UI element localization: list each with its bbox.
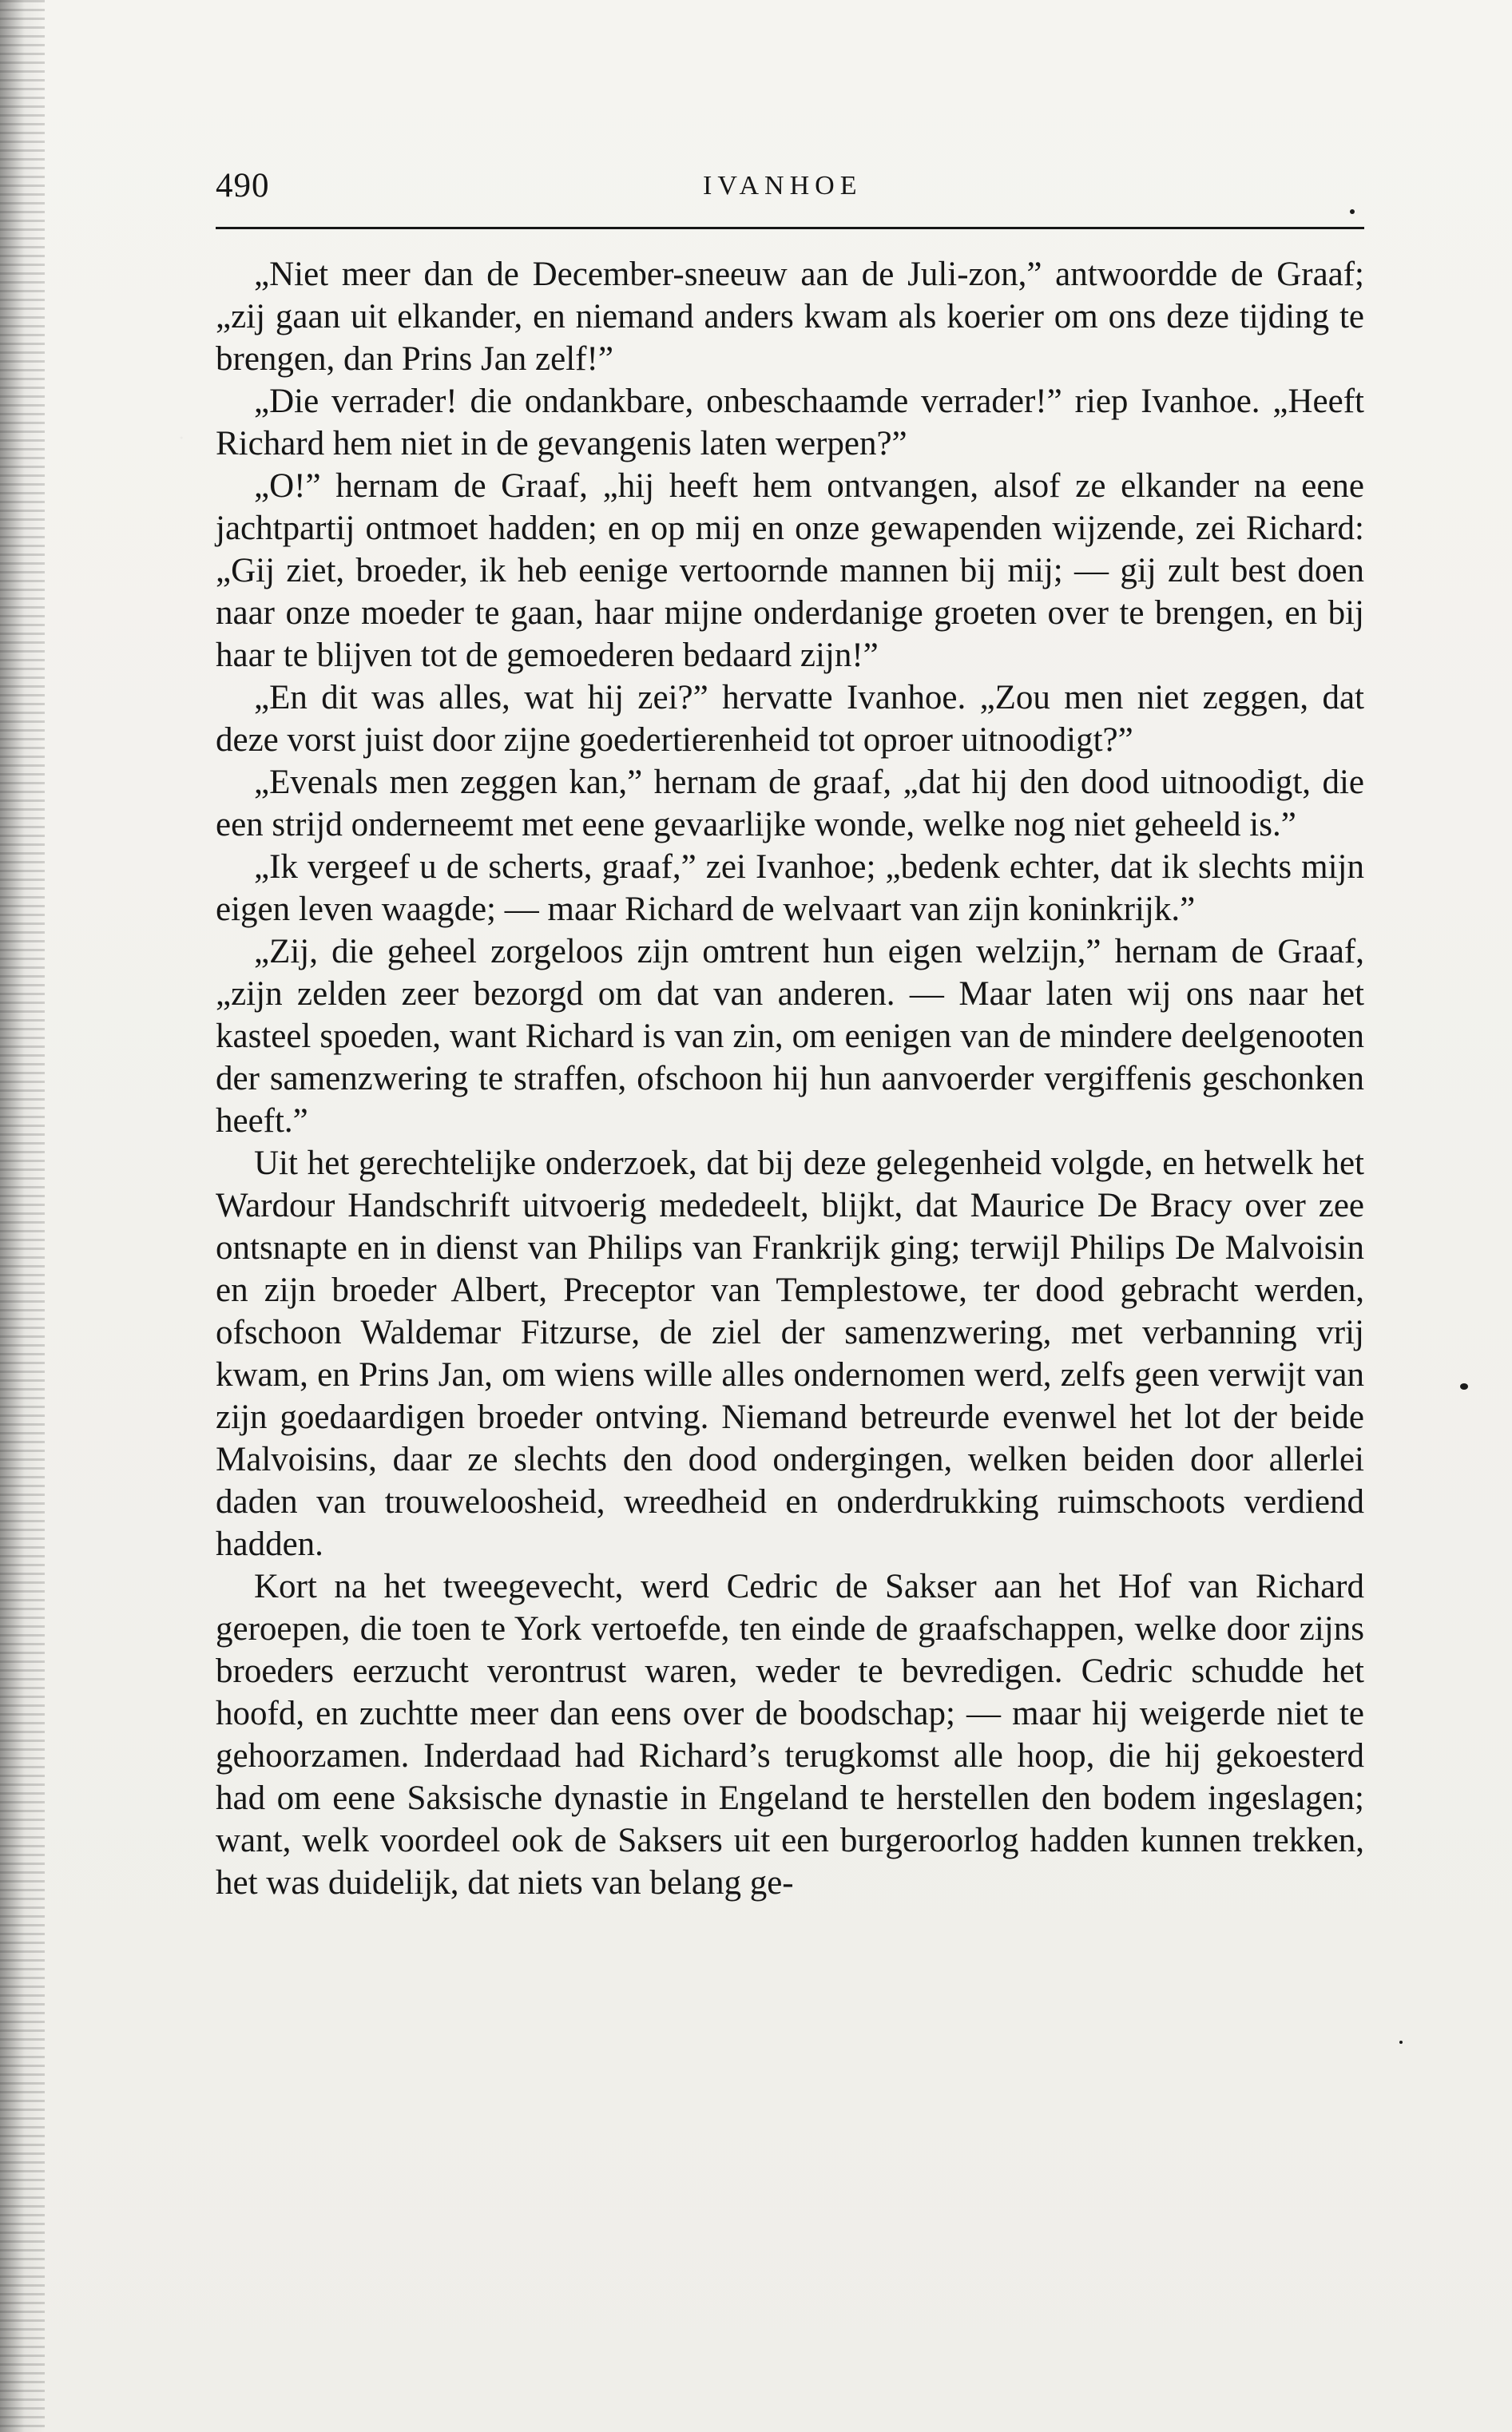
page-number: 490 (216, 167, 270, 204)
paragraph: „Niet meer dan de December-sneeuw aan de Juli-zon,” antwoordde de Graaf; „zij gaan uit elkander, en niemand anders kwam als koerier om ons deze tijding te brengen, dan Prins Jan zelf!” (216, 256, 1364, 378)
body-text (216, 253, 1364, 1904)
paragraph: „Evenals men zeggen kan,” hernam de graaf, „dat hij den dood uitnoodigt, die een strijd onderneemt met eene gevaarlijke wonde, welke nog niet geheeld is.” (216, 764, 1364, 843)
page-header (216, 164, 1364, 208)
header-rule (216, 227, 1364, 229)
paragraph: „O!” hernam de Graaf, „hij heeft hem ontvangen, alsof ze elkander na eene jachtpartij ontmoet hadden; en op mij en onze gewapenden wijzende, zei Richard: „Gij ziet, broeder, ik heb eenige vertoornde mannen bij mij; — gij zult best doen naar onze moeder te gaan, haar mijne onderdanige groeten over te brengen, en bij haar te blijven tot de gemoederen bedaard zijn!” (216, 467, 1364, 674)
paragraph: „Ik vergeef u de scherts, graaf,” zei Ivanhoe; „bedenk echter, dat ik slechts mijn eigen leven waagde; — maar Richard de welvaart van zijn koninkrijk.” (216, 848, 1364, 928)
paragraph: „Zij, die geheel zorgeloos zijn omtrent hun eigen welzijn,” hernam de Graaf, „zijn zelden zeer bezorgd om dat van anderen. — Maar laten wij ons naar het kasteel spoeden, want Richard is van zin, om eenigen van de mindere deelgenooten der samenzwering te straffen, ofschoon hij hun aanvoerder vergiffenis geschonken heeft.” (216, 933, 1364, 1140)
running-title: IVANHOE (703, 171, 863, 200)
paragraph: Kort na het tweegevecht, werd Cedric de Sakser aan het Hof van Richard geroepen, die toen te York vertoefde, ten einde de graafschappen, welke door zijns broeders eerzucht verontrust waren, weder te bevredigen. Cedric schudde het hoofd, en zuchtte meer dan eens over de boodschap; — maar hij weigerde niet te gehoorzamen. Inderdaad had Richard’s terugkomst alle hoop, die hij gekoesterd had om eene Saksische dynastie in Engeland te herstellen den bodem ingeslagen; want, welk voordeel ook de Saksers uit een burgeroorlog hadden kunnen trekken, het was duidelijk, dat niets van belang ge- (216, 1568, 1364, 1902)
print-speck (1460, 1383, 1468, 1390)
paragraph: „Die verrader! die ondankbare, onbeschaamde verrader!” riep Ivanhoe. „Heeft Richard hem niet in de gevangenis laten werpen?” (216, 383, 1364, 462)
print-speck (1399, 2041, 1403, 2044)
paragraph: „En dit was alles, wat hij zei?” hervatte Ivanhoe. „Zou men niet zeggen, dat deze vorst juist door zijne goedertierenheid tot oproer uitnoodigt?” (216, 679, 1364, 759)
paragraph: Uit het gerechtelijke onderzoek, dat bij deze gelegenheid volgde, en hetwelk het Wardour Handschrift uitvoerig mededeelt, blijkt, dat Maurice De Bracy over zee ontsnapte en in dienst van Philips van Frankrijk ging; terwijl Philips De Malvoisin en zijn broeder Albert, Preceptor van Templestowe, ter dood gebracht werden, ofschoon Waldemar Fitzurse, de ziel der samenzwering, met verbanning vrij kwam, en Prins Jan, om wiens wille alles ondernomen werd, zelfs geen verwijt van zijn goedaardigen broeder ontving. Niemand betreurde evenwel het lot der beide Malvoisins, daar ze slechts den dood ondergingen, welken beiden door allerlei daden van trouweloosheid, wreedheid en onderdrukking ruimschoots verdiend hadden. (216, 1145, 1364, 1563)
print-speck (1350, 209, 1355, 214)
binding-edge (0, 0, 45, 2432)
